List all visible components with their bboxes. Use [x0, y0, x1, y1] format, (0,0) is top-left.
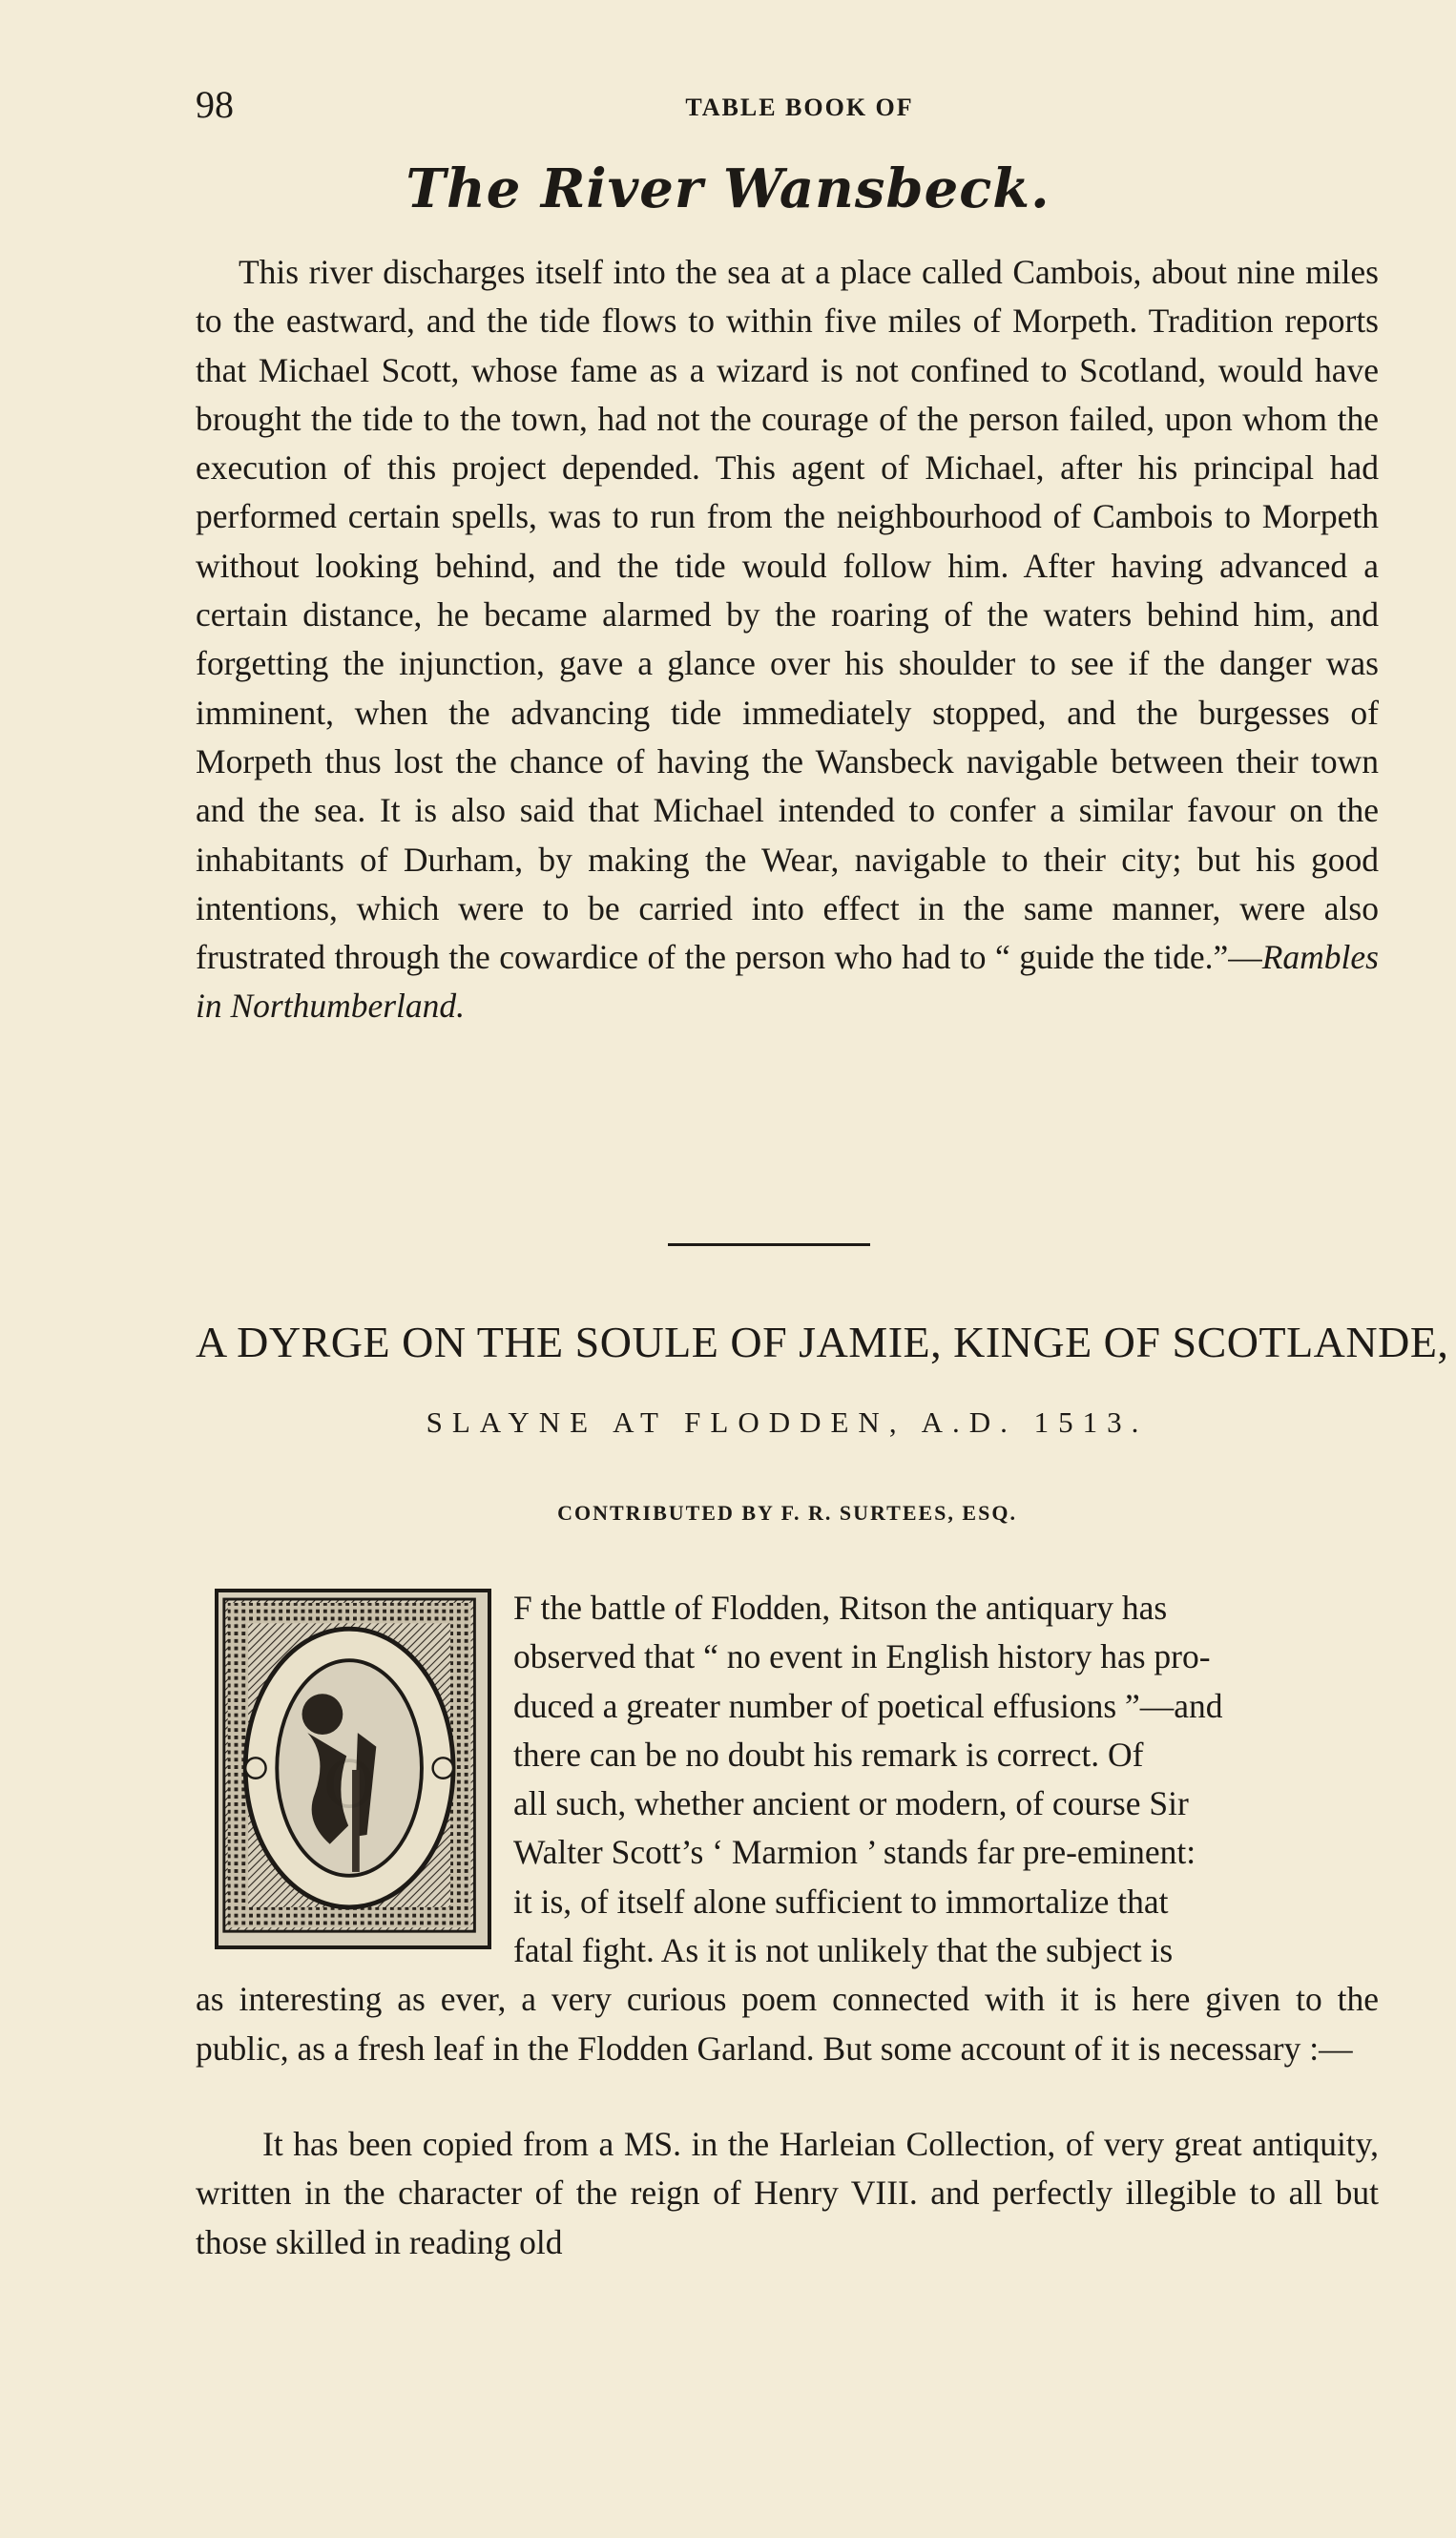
- running-title: TABLE BOOK OF: [685, 94, 914, 121]
- section-title: The River Wansbeck.: [406, 157, 1050, 220]
- drop-cap-letter: O: [322, 1747, 377, 1823]
- text-line: observed that “ no event in English history has pro-: [513, 1637, 1211, 1676]
- text-line: all such, whether ancient or modern, of course Sir: [513, 1784, 1189, 1823]
- article-heading: A DYRGE ON THE SOULE OF JAMIE, KINGE OF SCOTLANDE,: [196, 1318, 1449, 1366]
- wansbeck-text: This river discharges itself into the sea at a place called Cambois, about nine miles to the eastward, and the tide flows to within five miles of Morpeth. Tradition reports that Michael Scott, whose fame as a wizard is not confined to Scotland, would have brought the tide to the town, had not the courage of the person failed, upon whom the execution of this project depended. This agent of Michael, after his principal had performed certain spells, was to run from the neighbourhood of Cambois to Morpeth without looking behind, and the tide would follow him. After having advanced a certain distance, he became alarmed by the roaring of the waters behind him, and forgetting the injunction, gave a glance over his shoulder to see if the danger was imminent, when the advancing tide immediately stopped, and the burgesses of Morpeth thus lost the chance of having the Wansbeck navigable between their town and the sea. It is also said that Michael intended to confer a similar favour on the inhabitants of Durham, by making the Wear, navigable to their city; but his good intentions, which were to be carried into effect in the same manner, were also frustrated through the cowardice of the person who had to “ guide the tide.”—: [196, 253, 1379, 977]
- text-line: fatal fight. As it is not unlikely that the subject is: [513, 1931, 1174, 1970]
- source-citation: Rambles in Northumberland.: [196, 938, 1379, 1026]
- text-line: F the battle of Flodden, Ritson the antiquary has: [513, 1589, 1168, 1627]
- article-paragraph-1: [196, 1584, 1379, 2073]
- page-number: 98: [196, 83, 234, 126]
- contributor-line: CONTRIBUTED BY F. R. SURTEES, ESQ.: [557, 1501, 1017, 1525]
- article-subheading: SLAYNE AT FLODDEN, A.D. 1513.: [426, 1405, 1149, 1439]
- running-head: [196, 82, 1404, 130]
- text-line: there can be no doubt his remark is correct. Of: [513, 1735, 1144, 1774]
- section-divider: [668, 1243, 870, 1246]
- article-paragraph-2: [196, 2120, 1379, 2267]
- paragraph-2-text: It has been copied from a MS. in the Harleian Collection, of very great antiquity, written in the character of the reign of Henry VIII. and perfectly illegible to all but those skilled in reading old: [196, 2125, 1379, 2261]
- text-line: it is, of itself alone sufficient to immortalize that: [513, 1882, 1169, 1921]
- text-continuation: as interesting as ever, a very curious poem connected with it is here given to the public, as a fresh leaf in the Flodden Garland. But some account of it is necessary :—: [196, 1980, 1379, 2068]
- text-line: duced a greater number of poetical effusions ”—and: [513, 1686, 1223, 1725]
- wansbeck-paragraph: [196, 248, 1379, 1031]
- text-line: Walter Scott’s ‘ Marmion ’ stands far pre-eminent:: [513, 1833, 1196, 1872]
